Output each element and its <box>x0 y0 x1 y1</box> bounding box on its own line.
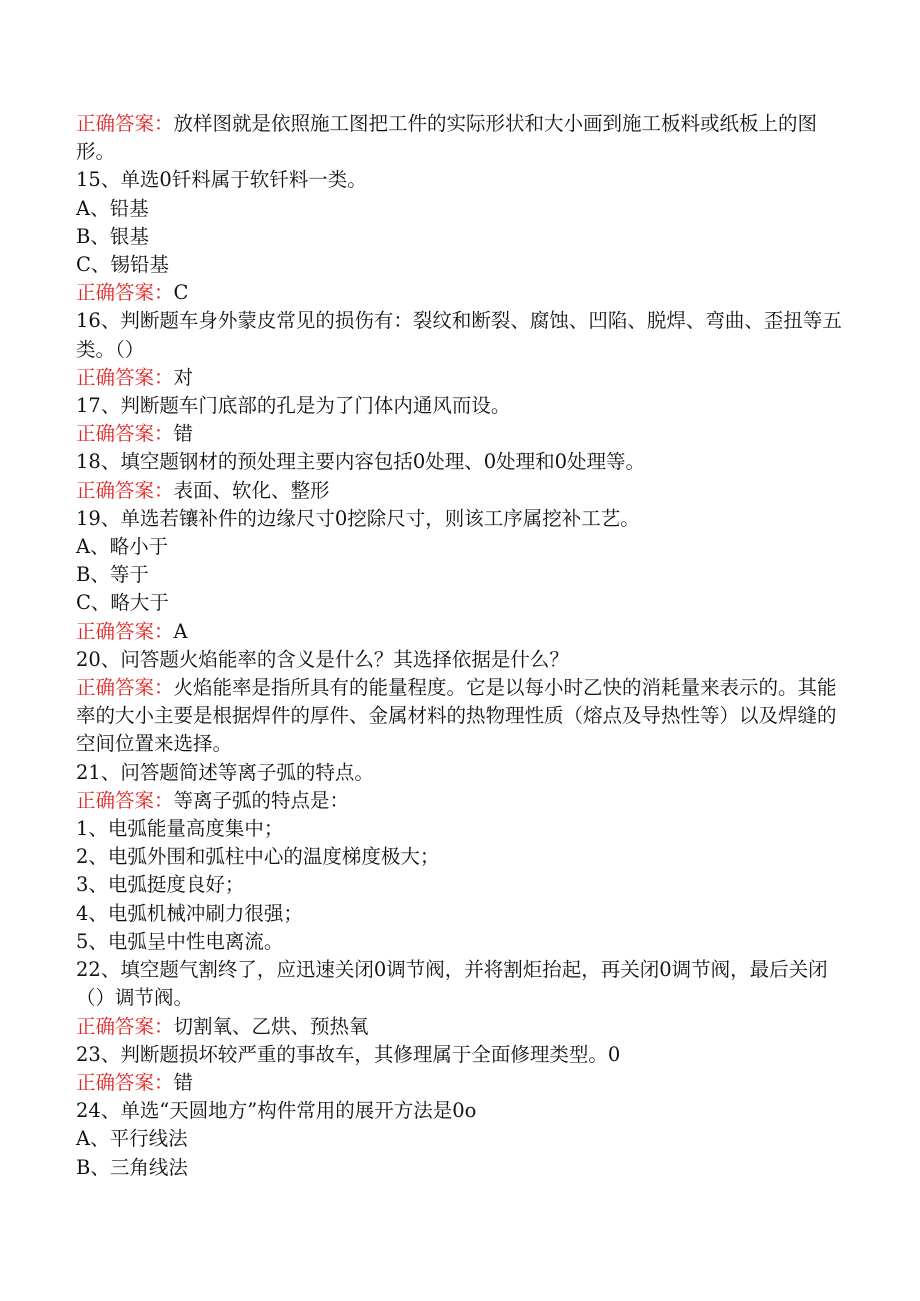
answer-label: 正确答案： <box>76 1014 174 1038</box>
answer-text: 对 <box>173 365 194 389</box>
option-line: 5、电弧呈中性电离流。 <box>76 929 284 953</box>
answer-label: 正确答案： <box>76 788 174 812</box>
answer-text: 错 <box>173 422 194 446</box>
question-line: 23、判断题损坏较严重的事故车，其修理属于全面修理类型。0 <box>76 1042 621 1066</box>
document-page <box>76 110 846 1182</box>
question-line: 15、单选0钎料属于软钎料一类。 <box>76 168 367 192</box>
answer-text: C <box>173 281 189 305</box>
answer-line <box>76 477 846 505</box>
answer-label: 正确答案： <box>76 619 174 643</box>
option-line: B、等于 <box>76 563 149 587</box>
answer-line <box>76 279 846 307</box>
answer-line <box>76 618 846 646</box>
answer-text: 切割氧、乙烘、预热氧 <box>173 1014 369 1038</box>
answer-line <box>76 1013 846 1041</box>
answer-text: 等离子弧的特点是： <box>173 788 350 812</box>
answer-line <box>76 420 846 448</box>
answer-line <box>76 110 846 166</box>
answer-text: 放样图就是依照施工图把工件的实际形状和大小画到施工板料或纸板上的图形。 <box>76 112 818 164</box>
answer-label: 正确答案： <box>76 365 174 389</box>
answer-text: 火焰能率是指所具有的能量程度。它是以每小时乙快的消耗量来表示的。其能率的大小主要是根据焊件的厚件、金属材料的热物理性质（熔点及导热性等）以及焊缝的空间位置来选择。 <box>76 676 837 756</box>
question-line: 19、单选若镶补件的边缘尺寸0挖除尺寸，则该工序属挖补工艺。 <box>76 506 640 530</box>
option-line: A、略小于 <box>76 535 169 559</box>
question-line: 22、填空题气割终了，应迅速关闭0调节阀，并将割炬抬起，再关闭0调节阀，最后关闭（）调节阀。 <box>76 958 828 1010</box>
option-line: C、锡铅基 <box>76 253 169 277</box>
option-line: A、平行线法 <box>76 1127 188 1151</box>
answer-text: 表面、软化、整形 <box>173 478 330 502</box>
answer-label: 正确答案： <box>76 478 174 502</box>
question-line: 18、填空题钢材的预处理主要内容包括0处理、0处理和0处理等。 <box>76 450 646 474</box>
answer-line <box>76 787 846 815</box>
question-line: 20、问答题火焰能率的含义是什么？其选择依据是什么？ <box>76 647 569 671</box>
answer-line <box>76 364 846 392</box>
answer-line <box>76 674 846 759</box>
answer-text: 错 <box>173 1070 194 1094</box>
option-line: B、银基 <box>76 224 149 248</box>
option-line: 4、电弧机械冲刷力很强； <box>76 901 303 925</box>
question-line: 16、判断题车身外蒙皮常见的损伤有：裂纹和断裂、腐蚀、凹陷、脱焊、弯曲、歪扭等五类。（） <box>76 309 842 361</box>
question-line: 17、判断题车门底部的孔是为了门体内通风而设。 <box>76 394 511 418</box>
option-line: 3、电弧挺度良好； <box>76 873 245 897</box>
answer-line <box>76 1069 846 1097</box>
answer-label: 正确答案： <box>76 112 174 135</box>
answer-text: A <box>173 619 188 643</box>
answer-label: 正确答案： <box>76 1070 174 1094</box>
answer-label: 正确答案： <box>76 281 174 305</box>
answer-label: 正确答案： <box>76 676 174 700</box>
option-line: C、略大于 <box>76 591 169 615</box>
answer-label: 正确答案： <box>76 422 174 446</box>
option-line: 2、电弧外围和弧柱中心的温度梯度极大； <box>76 845 440 869</box>
question-line: 24、单选“天圆地方”构件常用的展开方法是0o <box>76 1099 477 1123</box>
option-line: A、铅基 <box>76 196 149 220</box>
option-line: 1、电弧能量高度集中； <box>76 817 284 841</box>
question-line: 21、问答题简述等离子弧的特点。 <box>76 760 374 784</box>
option-line: B、三角线法 <box>76 1155 188 1179</box>
